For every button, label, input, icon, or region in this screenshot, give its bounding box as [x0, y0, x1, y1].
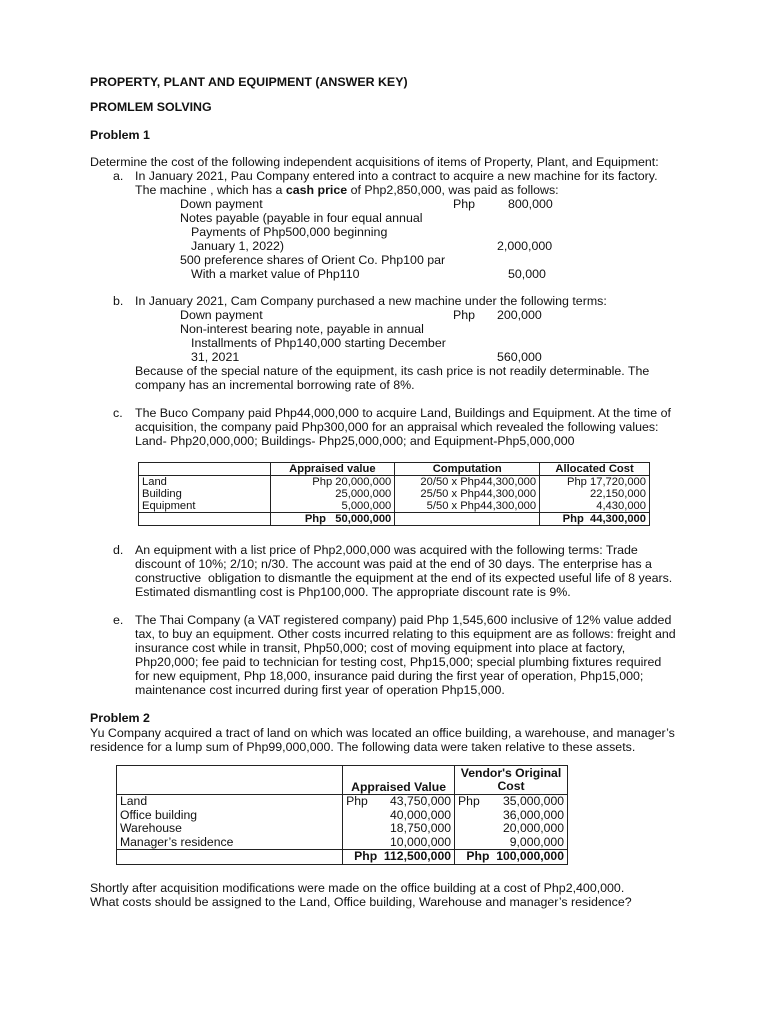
cell: Warehouse — [117, 822, 343, 836]
total-cell: Php 44,300,000 — [540, 513, 650, 526]
cell: 22,150,000 — [540, 488, 650, 500]
total-cell: Php 112,500,000 — [343, 850, 455, 865]
table-row — [139, 476, 650, 489]
problem-2-heading: Problem 2 — [90, 711, 150, 725]
amount: 560,000 — [497, 350, 542, 364]
payment-label: January 1, 2022) — [191, 239, 284, 253]
header-cell: Appraised value — [270, 463, 395, 476]
currency: Php — [346, 794, 368, 808]
payment-label: Notes payable (payable in four equal annual — [180, 211, 423, 225]
table-header-row — [117, 766, 568, 795]
item-c-text: Land- Php20,000,000; Buildings- Php25,000,000; and Equipment-Php5,000,000 — [135, 434, 575, 448]
cell — [395, 513, 540, 526]
cell: Php 17,720,000 — [540, 476, 650, 489]
problem-2-outro: Shortly after acquisition modifications were made on the office building at a cost of Php2,400,000. — [90, 881, 625, 895]
item-marker: c. — [113, 406, 123, 420]
table-total-row — [139, 513, 650, 526]
document-title: PROPERTY, PLANT AND EQUIPMENT (ANSWER KEY) — [90, 75, 408, 89]
amount: 35,000,000 — [503, 794, 564, 808]
problem-2-intro: residence for a lump sum of Php99,000,000. The following data were taken relative to these assets. — [90, 740, 636, 754]
payment-label: 500 preference shares of Orient Co. Php100 par — [180, 253, 446, 267]
table-header-row — [139, 463, 650, 476]
payment-label: Down payment — [180, 197, 263, 211]
assets-table — [116, 765, 568, 865]
cash-price-emphasis: cash price — [285, 183, 348, 197]
item-e-text: insurance cost while in transit, Php50,000; cost of moving equipment into place at factory, — [135, 641, 626, 655]
header-cell — [455, 766, 568, 795]
cell: Land — [139, 476, 271, 489]
cell: Php 20,000,000 — [270, 476, 395, 489]
item-marker: e. — [113, 613, 124, 627]
cell: 25/50 x Php44,300,000 — [395, 488, 540, 500]
table-row — [117, 822, 568, 836]
cell — [117, 850, 343, 865]
item-marker: d. — [113, 543, 124, 557]
total-cell: Php 100,000,000 — [455, 850, 568, 865]
item-d-text: Estimated dismantling cost is Php100,000. The appropriate discount rate is 9%. — [135, 585, 571, 599]
amount: 2,000,000 — [497, 239, 553, 253]
section-heading: PROMLEM SOLVING — [90, 100, 212, 114]
cell: 4,430,000 — [540, 500, 650, 513]
header-cell — [117, 766, 343, 795]
item-e-text: maintenance cost incurred during first year of operation Php15,000. — [135, 683, 505, 697]
total-cell: Php 50,000,000 — [270, 513, 395, 526]
cell: 20/50 x Php44,300,000 — [395, 476, 540, 489]
problem-2-intro: Yu Company acquired a tract of land on which was located an office building, a warehouse, and manager’s — [90, 726, 675, 740]
cell: Building — [139, 488, 271, 500]
item-d-text: constructive obligation to dismantle the equipment at the end of its expected useful life of 8 years. — [135, 571, 673, 585]
item-c-text: acquisition, the company paid Php300,000 for an appraisal which revealed the following values: — [135, 420, 659, 434]
problem-1-intro: Determine the cost of the following independent acquisitions of items of Property, Plant, and Equipment: — [90, 155, 659, 169]
header-cell — [139, 463, 271, 476]
header-line: Cost — [497, 779, 525, 793]
payment-label: Installments of Php140,000 starting December — [191, 336, 446, 350]
amount: 50,000 — [508, 267, 546, 281]
payment-label: 31, 2021 — [191, 350, 240, 364]
payment-label: Down payment — [180, 308, 263, 322]
header-cell: Allocated Cost — [540, 463, 650, 476]
cell — [139, 513, 271, 526]
cell: 5,000,000 — [270, 500, 395, 513]
table-row — [117, 809, 568, 823]
amount: 43,750,000 — [390, 794, 452, 808]
item-e-text: The Thai Company (a VAT registered company) paid Php 1,545,600 inclusive of 12% value added — [135, 613, 672, 627]
header-cell: Computation — [395, 463, 540, 476]
amount: 800,000 — [508, 197, 553, 211]
cell: Equipment — [139, 500, 271, 513]
table-row — [139, 500, 650, 513]
payment-label: Non-interest bearing note, payable in annual — [180, 322, 424, 336]
item-c-text: The Buco Company paid Php44,000,000 to acquire Land, Buildings and Equipment. At the time of — [135, 406, 671, 420]
cell: 40,000,000 — [343, 809, 455, 823]
allocation-table — [138, 462, 650, 526]
item-e-text: tax, to buy an equipment. Other costs incurred relating to this equipment are as follows: freight and — [135, 627, 676, 641]
currency: Php — [458, 794, 480, 808]
cell — [343, 795, 455, 809]
table-row — [117, 836, 568, 850]
cell: 10,000,000 — [343, 836, 455, 850]
table-row — [139, 488, 650, 500]
item-marker: a. — [113, 169, 124, 183]
cell: 9,000,000 — [455, 836, 568, 850]
cell — [455, 795, 568, 809]
item-b-text: Because of the special nature of the equipment, its cash price is not readily determinable. The — [135, 364, 650, 378]
cell: Land — [117, 795, 343, 809]
item-d-text: discount of 10%; 2/10; n/30. The account was paid at the end of 30 days. The enterprise has a — [135, 557, 652, 571]
item-a-text — [135, 183, 559, 197]
cell: Manager’s residence — [117, 836, 343, 850]
cell: Office building — [117, 809, 343, 823]
header-line: Vendor's Original — [460, 765, 562, 780]
item-e-text: Php20,000; fee paid to technician for testing cost, Php15,000; special plumbing fixtures required — [135, 655, 662, 669]
item-d-text: An equipment with a list price of Php2,000,000 was acquired with the following terms: Trade — [135, 543, 638, 557]
item-b-text: company has an incremental borrowing rate of 8%. — [135, 378, 415, 392]
problem-1-heading: Problem 1 — [90, 128, 150, 142]
cell: 25,000,000 — [270, 488, 395, 500]
table-total-row — [117, 850, 568, 865]
text: of Php2,850,000, was paid as follows: — [347, 183, 559, 197]
currency: Php — [453, 308, 476, 322]
currency: Php — [453, 197, 476, 211]
payment-label: With a market value of Php110 — [191, 267, 360, 281]
header-cell: Appraised Value — [343, 766, 455, 795]
table-row — [117, 795, 568, 809]
item-e-text: for new equipment, Php 18,000, insurance paid during the first year of operation, Php15,000; — [135, 669, 644, 683]
cell: 5/50 x Php44,300,000 — [395, 500, 540, 513]
cell: 36,000,000 — [455, 809, 568, 823]
item-marker: b. — [113, 294, 124, 308]
cell: 18,750,000 — [343, 822, 455, 836]
amount: 200,000 — [497, 308, 542, 322]
text: The machine , which has a — [135, 183, 286, 197]
cell: 20,000,000 — [455, 822, 568, 836]
item-b-text: In January 2021, Cam Company purchased a new machine under the following terms: — [135, 294, 607, 308]
item-a-text: In January 2021, Pau Company entered into a contract to acquire a new machine for its factory. — [135, 169, 658, 183]
payment-label: Payments of Php500,000 beginning — [191, 225, 388, 239]
problem-2-question: What costs should be assigned to the Land, Office building, Warehouse and manager’s residence? — [90, 895, 632, 909]
